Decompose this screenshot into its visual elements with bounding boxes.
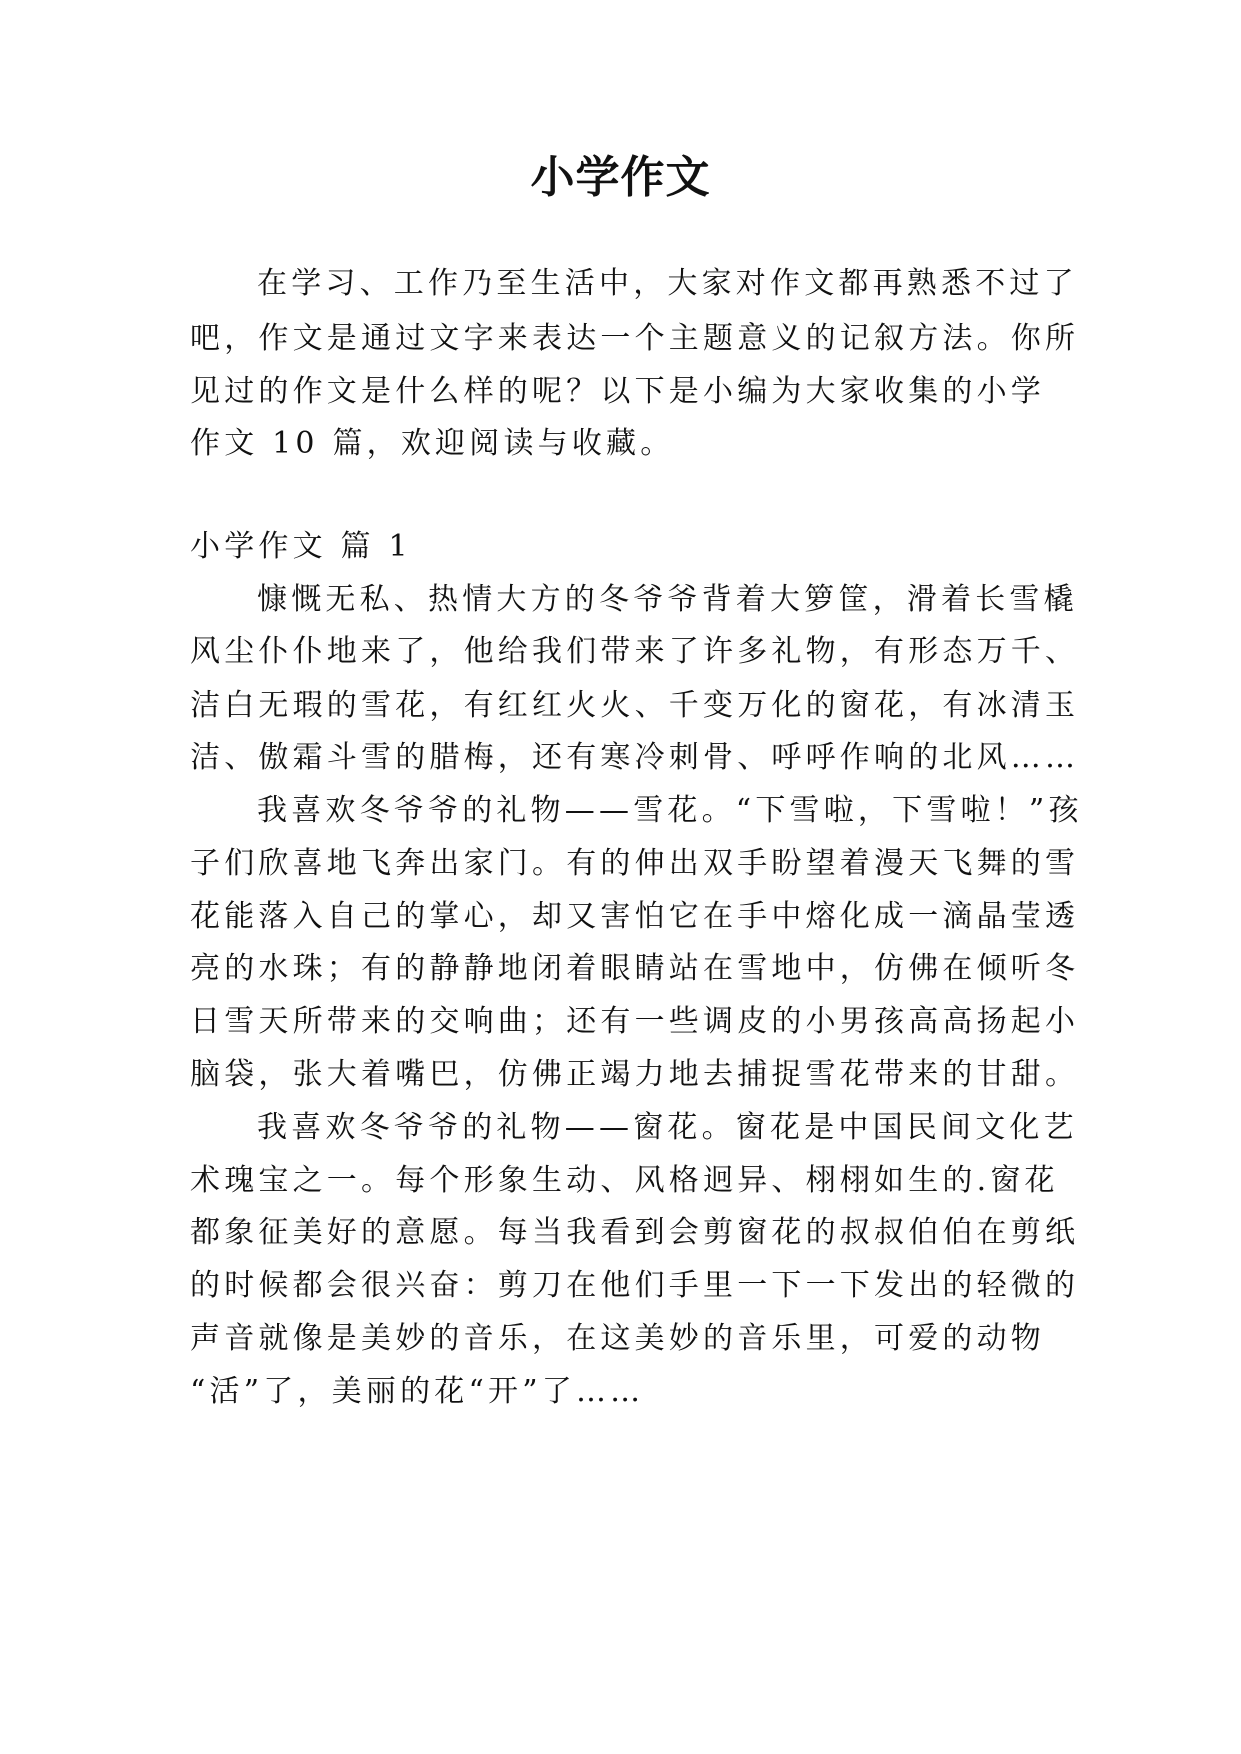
intro-line: 作文 10 篇，欢迎阅读与收藏。 <box>190 426 675 461</box>
paragraph-line: 都象征美好的意愿。每当我看到会剪窗花的叔叔伯伯在剪纸 <box>190 1215 1080 1250</box>
paragraph-line: 日雪天所带来的交响曲；还有一些调皮的小男孩高高扬起小 <box>190 1004 1080 1039</box>
paragraph-line: 我喜欢冬爷爷的礼物——雪花。“下雪啦，下雪啦！”孩 <box>257 793 1083 828</box>
paragraph-line: 洁、傲霜斗雪的腊梅，还有寒冷刺骨、呼呼作响的北风…… <box>190 740 1080 775</box>
paragraph-line: 花能落入自己的掌心，却又害怕它在手中熔化成一滴晶莹透 <box>190 899 1080 934</box>
paragraph-line: 洁白无瑕的雪花，有红红火火、千变万化的窗花，有冰清玉 <box>190 688 1080 723</box>
document-title: 小学作文 <box>530 152 711 203</box>
intro-line: 在学习、工作乃至生活中，大家对作文都再熟悉不过了 <box>257 266 1078 301</box>
paragraph-line: 子们欣喜地飞奔出家门。有的伸出双手盼望着漫天飞舞的雪 <box>190 846 1080 881</box>
paragraph-line: 声音就像是美妙的音乐，在这美妙的音乐里，可爱的动物 <box>190 1321 1045 1356</box>
paragraph-line: 脑袋，张大着嘴巴，仿佛正竭力地去捕捉雪花带来的甘甜。 <box>190 1057 1080 1092</box>
intro-line: 见过的作文是什么样的呢？以下是小编为大家收集的小学 <box>190 374 1045 409</box>
paragraph-line: 我喜欢冬爷爷的礼物——窗花。窗花是中国民间文化艺 <box>257 1110 1078 1145</box>
paragraph-line: “活”了，美丽的花“开”了…… <box>190 1374 645 1409</box>
paragraph-line: 风尘仆仆地来了，他给我们带来了许多礼物，有形态万千、 <box>190 634 1080 669</box>
paragraph-line: 术瑰宝之一。每个形象生动、风格迥异、栩栩如生的.窗花 <box>190 1163 1059 1198</box>
section-heading: 小学作文 篇 1 <box>190 529 412 564</box>
paragraph-line: 慷慨无私、热情大方的冬爷爷背着大箩筐，滑着长雪橇 <box>257 582 1078 617</box>
paragraph-line: 的时候都会很兴奋：剪刀在他们手里一下一下发出的轻微的 <box>190 1268 1080 1303</box>
intro-line: 吧，作文是通过文字来表达一个主题意义的记叙方法。你所 <box>190 321 1080 356</box>
paragraph-line: 亮的水珠；有的静静地闭着眼睛站在雪地中，仿佛在倾听冬 <box>190 951 1080 986</box>
